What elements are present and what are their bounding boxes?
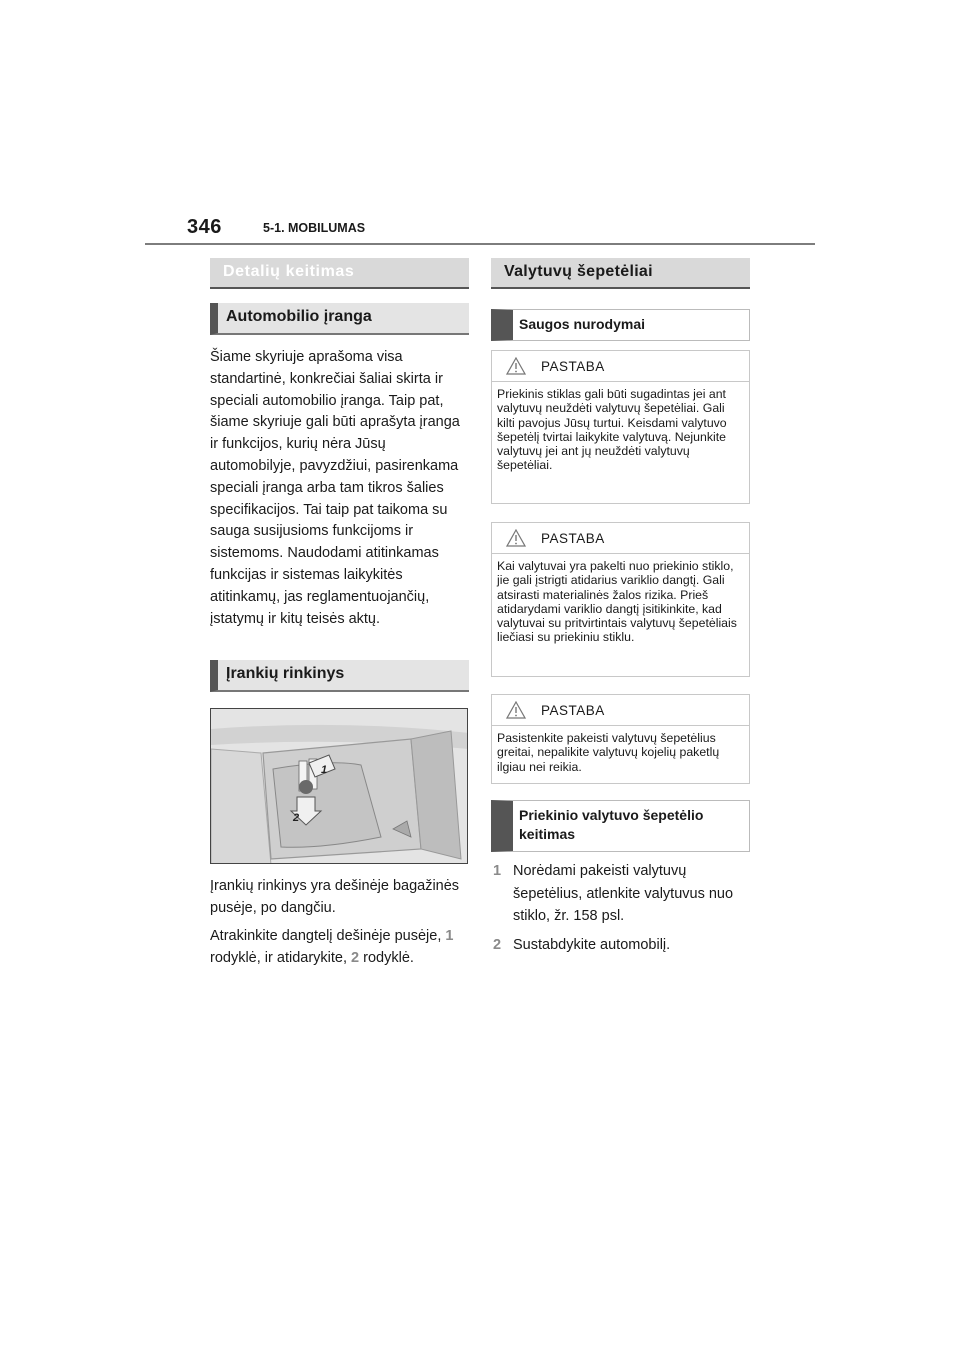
step-number: 1 — [493, 863, 502, 879]
notice-label: PASTABA — [541, 359, 605, 374]
notice-box — [491, 694, 750, 784]
page-header — [187, 212, 817, 246]
step-number: 2 — [493, 936, 502, 953]
notice-text: Priekinis stiklas gali būti sugadintas jei ant valytuvų neuždėti valytuvų šepetėliai. Gali kilti pavojus Jūsų turtui. Keisdami valytuvo šepetėlį tvirtai laikykite valytuvą. Nejunkite valytuvų jei ant jų neuždėti valytuvų šepetėliai. — [497, 387, 727, 473]
subsection-vehicle-equipment: Automobilio įranga — [210, 303, 469, 335]
toolkit-location-paragraph: Įrankių rinkinys yra dešinėje bagažinės pusėje, po dangčiu. — [210, 878, 460, 917]
chapter-title: 5-1. MOBILUMAS — [263, 221, 366, 235]
warning-triangle-icon — [506, 529, 526, 547]
toolkit-open-paragraph: Atrakinkite dangtelį dešinėje pusėje, 1 rodyklė, ir atidarykite, 2 rodyklė. — [210, 927, 454, 966]
arrow-ref-1: 1 — [445, 927, 454, 944]
step-item — [491, 934, 750, 957]
warning-triangle-icon — [506, 701, 526, 719]
right-column — [491, 258, 750, 962]
step-item — [491, 860, 750, 928]
header-divider — [145, 243, 815, 245]
arrow-label-1: 1 — [321, 764, 328, 777]
notice-label: PASTABA — [541, 531, 605, 546]
step-text: Norėdami pakeisti valytuvų šepetėlius, atlenkite valytuvus nuo stiklo, žr. 158 psl. — [513, 863, 734, 924]
notice-label: PASTABA — [541, 703, 605, 718]
warning-triangle-icon — [506, 357, 526, 375]
step-text: Sustabdykite automobilį. — [513, 936, 671, 953]
section-title-wipers: Valytuvų šepetėliai — [491, 258, 750, 289]
subsection-toolkit: Įrankių rinkinys — [210, 660, 469, 692]
section-title-parts: Detalių keitimas — [210, 258, 469, 289]
steps-list — [491, 860, 750, 956]
intro-paragraph: Šiame skyriuje aprašoma visa standartinė, konkrečiai šaliai skirta ir speciali automobilio įranga. Taip pat, šiame skyriuje gali būti aprašyta įranga ir funkcijos, kurių nėra Jūsų automobilyje, pavyzdžiui, pasirenkama speciali įranga arba tam tikros šalies specifikacijos. Tai taip pat taikoma su sauga susijusioms funkcijoms ir sistemoms. Naudodami atitinkamas funkcijas ir sistemas laikykitės atitinkamų, jas reglamentuojančių, įstatymų ir kitų teisės aktų. — [210, 349, 460, 627]
notice-text: Kai valytuvai yra pakelti nuo priekinio stiklo, jie gali įstrigti atidarius variklio dangtį. Gali atsirasti materialinės žalos rizika. Prieš atidarydami variklio dangtį įsitikinkite, kad valytuvai su pritvirtintais valytuvų šepetėliais liečiasi su priekiniu stiklu. — [497, 559, 737, 645]
trunk-illustration — [211, 709, 468, 864]
notice-box — [491, 522, 750, 677]
arrow-ref-2: 2 — [351, 949, 360, 966]
arrow-label-2: 2 — [293, 812, 300, 825]
front-wiper-change-heading: Priekinio valytuvo šepetėlio keitimas — [491, 800, 750, 852]
safety-notes-heading: Saugos nurodymai — [491, 309, 750, 341]
page-number: 346 — [187, 216, 222, 238]
left-column — [210, 258, 469, 970]
notice-text: Pasistenkite pakeisti valytuvų šepetėlius greitai, nepalikite valytuvų kojelių paketlų ilgiau nei reikia. — [497, 731, 720, 774]
notice-box — [491, 350, 750, 504]
trunk-toolkit-image — [210, 708, 468, 864]
